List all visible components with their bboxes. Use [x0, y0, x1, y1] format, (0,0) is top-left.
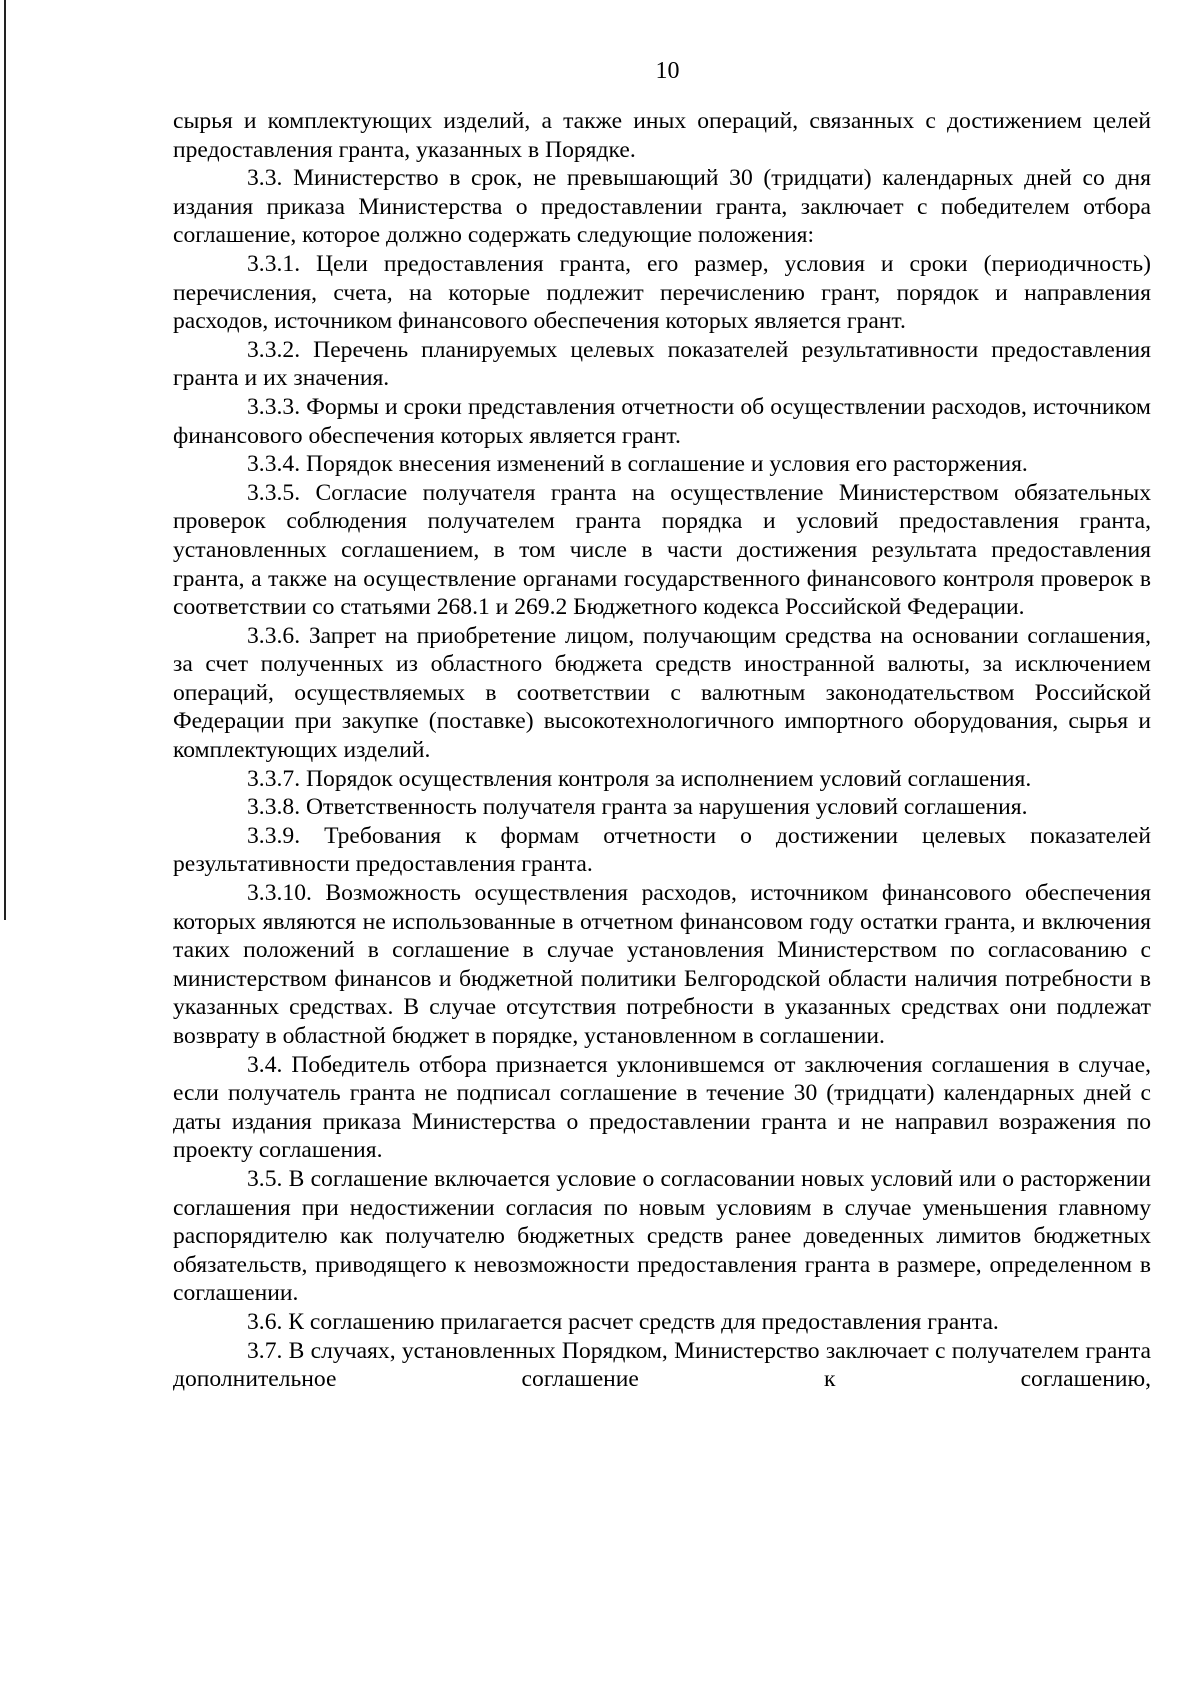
paragraph-3-3-8: 3.3.8. Ответственность получателя гранта за нарушения условий соглашения. [247, 794, 1028, 821]
paragraph-3-3-4: 3.3.4. Порядок внесения изменений в соглашение и условия его расторжения. [247, 451, 1028, 478]
paragraph-3-3-6: 3.3.6. Запрет на приобретение лицом, получающим средства на основании соглашения, за счет полученных из областного бюджета средств иностранной валюты, за исключением операций, осуществляемых в соответствии с валютным законодательством Российской Федерации при закупке (поставке) высокотехнологичного импортного оборудования, сырья и комплектующих изделий. [173, 622, 1151, 764]
paragraph-3-3-2: 3.3.2. Перечень планируемых целевых показателей результативности предоставления гранта и их значения. [173, 336, 1151, 392]
paragraph-3-3-5: 3.3.5. Согласие получателя гранта на осуществление Министерством обязательных проверок соблюдения получателем гранта порядка и условий предоставления гранта, установленных соглашением, в том числе в части достижения результата предоставления гранта, а также на осуществление органами государственного финансового контроля проверок в соответствии со статьями 268.1 и 269.2 Бюджетного кодекса Российской Федерации. [173, 479, 1151, 621]
paragraph-3-3-9: 3.3.9. Требования к формам отчетности о достижении целевых показателей результативности предоставления гранта. [173, 822, 1151, 878]
paragraph-3-3: 3.3. Министерство в срок, не превышающий 30 (тридцати) календарных дней со дня издания приказа Министерства о предоставлении гранта, заключает с победителем отбора соглашение, которое должно содержать следующие положения: [173, 165, 1151, 249]
paragraph-3-3-3: 3.3.3. Формы и сроки представления отчетности об осуществлении расходов, источником финансового обеспечения которых является грант. [173, 393, 1151, 449]
paragraph-3-4: 3.4. Победитель отбора признается уклонившемся от заключения соглашения в случае, если получатель гранта не подписал соглашение в течение 30 (тридцати) календарных дней с даты издания приказа Министерства о предоставлении гранта и не направил возражения по проекту соглашения. [173, 1051, 1151, 1164]
paragraph-3-3-1: 3.3.1. Цели предоставления гранта, его размер, условия и сроки (периодичность) перечисления, счета, на которые подлежит перечислению грант, порядок и направления расходов, источником финансового обеспечения которых является грант. [173, 250, 1151, 335]
scan-edge-line [4, 0, 6, 920]
paragraph-3-3-10: 3.3.10. Возможность осуществления расходов, источником финансового обеспечения которых являются не использованные в отчетном финансовом году остатки гранта, и включения таких положений в соглашение в случае установления Министерством по согласованию с министерством финансов и бюджетной политики Белгородской области наличия потребности в указанных средствах. В случае отсутствия потребности в указанных средствах они подлежат возврату в областной бюджет в порядке, установленном в соглашении. [173, 880, 1151, 1049]
paragraph-3-5: 3.5. В соглашение включается условие о согласовании новых условий или о расторжении соглашения при недостижении согласия по новым условиям в случае уменьшения главному распорядителю как получателю бюджетных средств ранее доведенных лимитов бюджетных обязательств, приводящего к невозможности предоставления гранта в размере, определенном в соглашении. [173, 1165, 1151, 1307]
paragraph-3-7: 3.7. В случаях, установленных Порядком, Министерство заключает с получателем гранта дополнительное соглашение к соглашению, [173, 1337, 1151, 1393]
paragraph-3-3-7: 3.3.7. Порядок осуществления контроля за исполнением условий соглашения. [247, 765, 1032, 792]
page-number: 10 [655, 58, 680, 84]
document-body [173, 107, 1151, 1394]
paragraph-3-6: 3.6. К соглашению прилагается расчет средств для предоставления гранта. [247, 1308, 999, 1335]
paragraph-continued: сырья и комплектующих изделий, а также иных операций, связанных с достижением целей предоставления гранта, указанных в Порядке. [173, 108, 1151, 163]
